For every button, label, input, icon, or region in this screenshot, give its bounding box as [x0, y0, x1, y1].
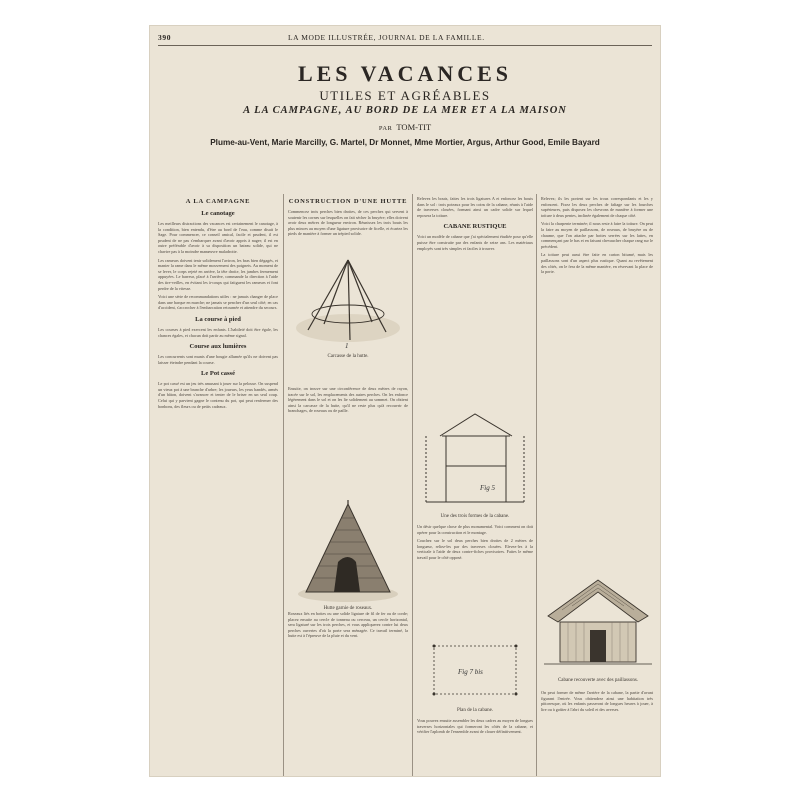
running-header — [158, 33, 652, 45]
column-divider — [412, 194, 413, 776]
author: TOM-TIT — [396, 122, 432, 132]
column-divider — [283, 194, 284, 776]
figure-caption: Plan de la cabane. — [456, 708, 494, 713]
column-3-middle — [417, 524, 533, 564]
page-number: 390 — [158, 33, 172, 42]
subsection-heading: Le Pot cassé — [201, 370, 235, 378]
column-2-bottom — [288, 611, 408, 642]
byline — [150, 122, 660, 132]
cabin-plan-diagram — [420, 636, 530, 706]
section-heading: A LA CAMPAGNE — [185, 198, 251, 205]
subsection-heading: Course aux lumières — [189, 343, 247, 351]
article-subtitle-2: A LA CAMPAGNE, AU BORD DE LA MER ET A LA MAISON — [243, 105, 567, 116]
contributors: Plume-au-Vent, Marie Marcilly, G. Martel, Dr Monnet, Mme Mortier, Argus, Arthur Good, Emile Bayard — [210, 138, 600, 147]
svg-text:Fig 5: Fig 5 — [480, 484, 495, 492]
header-rule — [158, 45, 652, 46]
paragraph: Voici une série de recommandations utiles : ne jamais changer de place dans une barque en marche; ne jamais se pencher d'un seul côté; en cas d'accident, s'accrocher à l'embarcation retournée et attendre du secours. — [158, 294, 278, 311]
paragraph: Vous pouvez ensuite assembler les deux cadres au moyen de longues traverses horizontales qui formeront les côtés de la cabane, et vérifier l'aplomb de l'ensemble avant de clouer définitivement. — [417, 718, 533, 735]
paragraph: Le pot cassé est un jeu très amusant à jouer sur la pelouse. On suspend un vieux pot à une branche d'arbre; les joueurs, les yeux bandés, armés d'un bâton, doivent s'avancer et tenter de le briser en un seul coup. Celui qui y parvient gagne le contenu du pot, qui peut renfermer des bonbons, des fleurs ou de petits cadeaux. — [158, 381, 278, 409]
figure-caption: Une des trois formes de la cabane. — [440, 514, 510, 519]
paragraph: Couchez sur le sol deux perches bien droites de 2 mètres de longueur, reliez-les par des traverses clouées. Elevez-les à la verticale à l'aide de deux contre-fiches provisoires. Faites le même travail pour le côté opposé. — [417, 538, 533, 560]
svg-text:1: 1 — [345, 342, 349, 350]
column-3-bottom — [417, 718, 533, 738]
paragraph: Ensuite, on trouve sur une circonférence de deux mètres de rayon, tracée sur le sol, les emplacements des autres perches. On les enfonce légèrement dans le sol et on les lie solidement au sommet. On obtient ainsi la carcasse de la hutte, qu'il ne reste plus qu'à recouvrir de branchages, de roseaux ou de paille. — [288, 386, 408, 414]
paragraph: Voici la charpente terminée; il nous reste à faire la toiture. On peut la faire au moyen de paillassons, de roseaux, de bruyère ou de chaume, que l'on attache par bottes serrées sur les lattes, en commençant par le bas et en faisant chevaucher chaque rang sur le précédent. — [541, 221, 653, 249]
column-2 — [288, 196, 408, 240]
publication-title: LA MODE ILLUSTRÉE, JOURNAL DE LA FAMILLE. — [288, 33, 485, 42]
column-4-bottom — [541, 690, 653, 715]
article-title: LES VACANCES — [297, 61, 513, 86]
magazine-page — [150, 26, 660, 776]
column-4 — [541, 196, 653, 278]
paragraph: Un désir quelque chose de plus monumental. Voici comment on doit opérer pour la construction et le montage. — [417, 524, 533, 535]
column-2-middle — [288, 386, 408, 417]
figure-caption: Cabane recouverte avec des paillassons. — [557, 678, 639, 683]
paragraph: On peut former de même l'arrière de la cabane, la partie d'avant figurant l'entrée. Vous obtiendrez ainsi une habitation très pittoresque, où les enfants passeront de longues heures à jouer, à lire ou à goûter à l'abri du soleil et des averses. — [541, 690, 653, 712]
subsection-heading: CABANE RUSTIQUE — [443, 223, 507, 231]
paragraph: Les courses à pied exercent les enfants. L'habileté doit être égale, les chances égales, et chacun doit partir au même signal. — [158, 326, 278, 338]
thatched-hut-illustration — [292, 500, 404, 604]
column-1 — [158, 196, 278, 412]
figure-caption: Hutte garnie de roseaux. — [323, 606, 373, 611]
column-3 — [417, 196, 533, 254]
subsection-heading: La course à pied — [195, 315, 241, 323]
paragraph: Roseaux liés en bottes ou une solide ligature de fil de fer ou de corde; placez ensuite au cercle de tonneau ou cerceau, un cercle horizontal, sera ligaturé sur les trois perches, et vous appliquerez contre lui deux perches ouvertes d'où la porte sera ménagée. Ce travail terminé, la hutte est à l'épreuve de la pluie et du vent. — [288, 611, 408, 639]
figure-caption: Carcasse de la hutte. — [327, 354, 369, 359]
section-heading: CONSTRUCTION D'UNE HUTTE — [288, 198, 408, 205]
article-subtitle: UTILES ET AGRÉABLES — [319, 88, 491, 103]
cabin-frame-illustration — [420, 406, 530, 512]
subsection-heading: Le canotage — [201, 210, 235, 217]
paragraph: Voici un modèle de cabane que j'ai spécialement étudiée pour qu'elle puisse être construite par des enfants de seize ans. Les matériaux employés sont très simples et faciles à trouver. — [417, 234, 533, 251]
column-divider — [536, 194, 537, 776]
hut-frame-illustration — [290, 254, 406, 352]
covered-cabin-illustration — [542, 566, 654, 676]
svg-text:Fig 7 bis: Fig 7 bis — [458, 668, 483, 676]
paragraph: Les rameurs doivent tenir solidement l'aviron, les bras bien dégagés, et manier la rame dans le même mouvement des poignets. Au moment de se lever, le corps rejeté en arrière, la tête droite, les jambes fermement appuyées. Le barreur, placé à l'arrière, commande la direction à l'aide des tire-veilles, en évitant les à-coups qui fatiguent les rameurs et font perdre de la vitesse. — [158, 257, 278, 291]
paragraph: Les concurrents sont munis d'une bougie allumée qu'ils ne doivent pas laisser éteindre pendant la course. — [158, 354, 278, 365]
paragraph: La toiture peut aussi être faite en carton bitumé, mais les paillassons sont d'un aspect plus rustique. Quant au revêtement des côtés, on le fera de la même manière, en réservant la place de la porte. — [541, 252, 653, 275]
paragraph: Relevez; ils les portent sur les trous correspondants et les y enfoncent. Fixez les deux perches de faîtage sur les fourches supérieures, puis disposez les chevrons de manière à former une toiture à deux pentes, inclinée également de chaque côté. — [541, 196, 653, 218]
paragraph: Les meilleurs distractions des vacances est certainement le canotage, à la condition, bien entendu, d'être au bord de l'eau, comme disait le Sage. Pour commencer, ce conseil amical, facile et prudent, il est prudent de ne pas s'embarquer avant d'avoir appris à nager; il est en outre préférable d'avoir à sa disposition un bateau solide, qui ne chavire pas à la moindre manœuvre maladroite. — [158, 221, 278, 254]
paragraph: Commencez trois perches bien droites, de ces perches qui servent à soutenir les cornes sur lesquelles on fait sécher la bruyère; elles doivent avoir deux mètres de longueur environ. Réunissez les trois bouts les plus minces au moyen d'une ligature provisoire de ficelle, et écartez les pieds de manière à former un trépied solide. — [288, 209, 408, 237]
byline-par: PAR — [378, 125, 393, 132]
paragraph: Relevez les bouts, faites les trois ligatures A et enfoncez les bouts dans le sol : trois poteaux pour les coins de la cabane, réunis à l'aide de traverses clouées, formant ainsi un cadre solide sur lequel reposera la toiture. — [417, 196, 533, 218]
